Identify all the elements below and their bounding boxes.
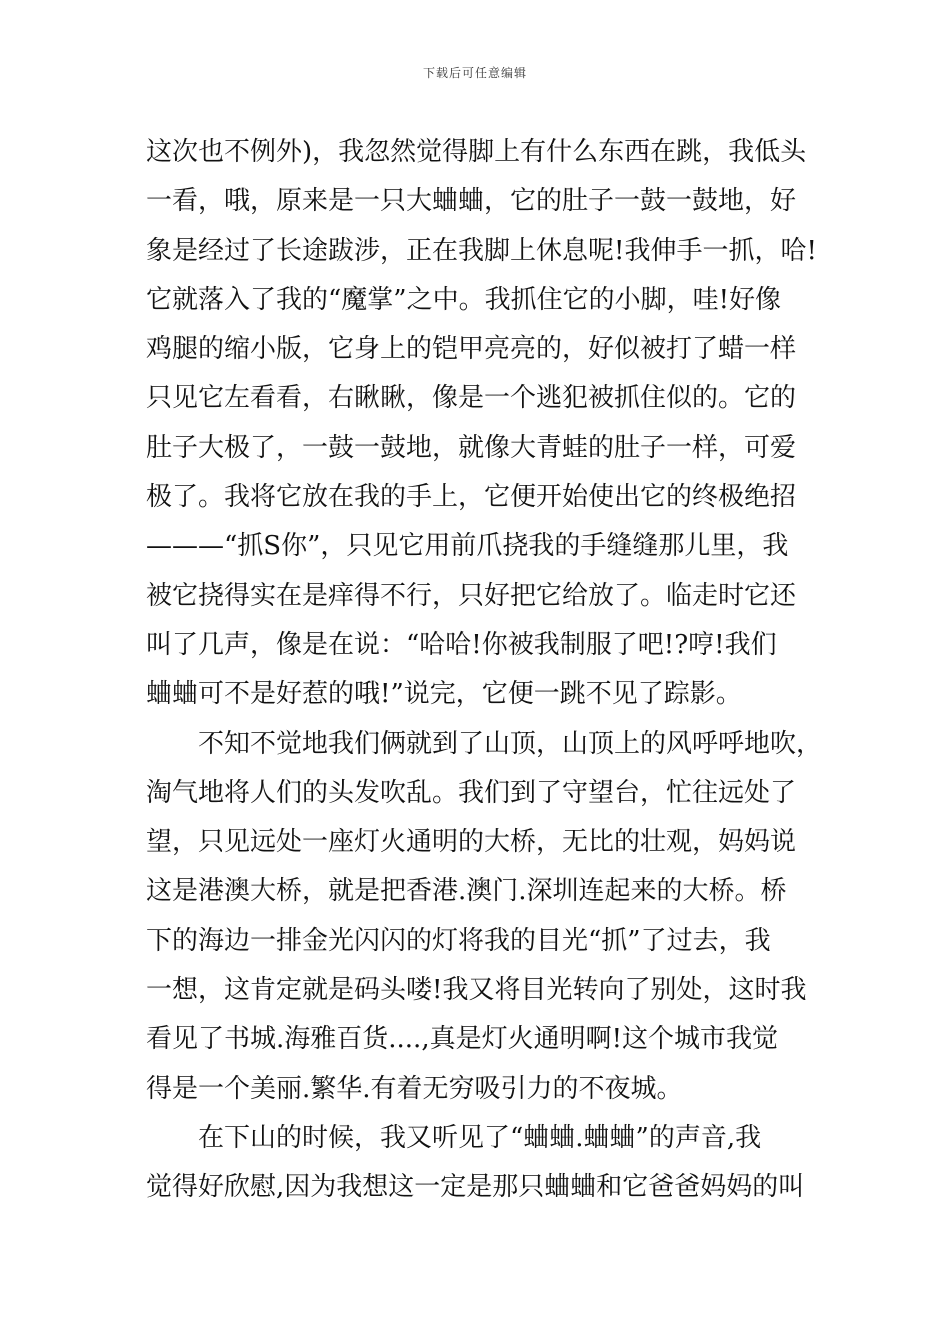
text-line: 淘气地将人们的头发吹乱。我们到了守望台，忙往远处了 (146, 777, 797, 808)
text-line: 得是一个美丽.繁华.有着无穷吸引力的不夜城。 (146, 1073, 683, 1104)
text-line: 一看，哦，原来是一只大蛐蛐，它的肚子一鼓一鼓地，好 (146, 186, 797, 217)
text-line: 看见了书城.海雅百货....,真是灯火通明啊!这个城市我觉 (146, 1024, 779, 1055)
text-line: 在下山的时候，我又听见了“蛐蛐.蛐蛐”的声音,我 (146, 1122, 762, 1153)
text-line: 下的海边一排金光闪闪的灯将我的目光“抓”了过去，我 (146, 925, 771, 956)
document-body (146, 128, 836, 1213)
text-line: 它就落入了我的“魔掌”之中。我抓住它的小脚，哇!好像 (146, 284, 782, 315)
text-line: 这次也不例外)，我忽然觉得脚上有什么东西在跳，我低头 (146, 137, 807, 167)
text-line: ———“抓S你”，只见它用前爪挠我的手缝缝那儿里，我 (146, 531, 789, 562)
text-line: 不知不觉地我们俩就到了山顶，山顶上的风呼呼地吹， (146, 728, 823, 759)
text-line: 叫了几声，像是在说：“哈哈!你被我制服了吧!?哼!我们 (146, 629, 777, 660)
text-line: 极了。我将它放在我的手上，它便开始使出它的终极绝招 (146, 482, 797, 513)
text-line: 被它挠得实在是痒得不行，只好把它给放了。临走时它还 (146, 580, 797, 611)
text-line: 只见它左看看，右瞅瞅，像是一个逃犯被抓住似的。它的 (146, 383, 797, 414)
text-line: 象是经过了长途跋涉，正在我脚上休息呢!我伸手一抓，哈! (146, 235, 817, 266)
page-header: 下载后可任意编辑 (422, 66, 527, 80)
text-line: 望，只见远处一座灯火通明的大桥，无比的壮观，妈妈说 (146, 827, 797, 858)
text-line: 肚子大极了，一鼓一鼓地，就像大青蛙的肚子一样，可爱 (146, 432, 797, 463)
text-line: 一想，这肯定就是码头喽!我又将目光转向了别处，这时我 (146, 975, 807, 1006)
text-line: 觉得好欣慰,因为我想这一定是那只蛐蛐和它爸爸妈妈的叫 (146, 1172, 805, 1203)
text-line: 鸡腿的缩小版，它身上的铠甲亮亮的，好似被打了蜡一样 (146, 334, 797, 365)
text-line: 这是港澳大桥，就是把香港.澳门.深圳连起来的大桥。桥 (146, 876, 787, 907)
text-line: 蛐蛐可不是好惹的哦!”说完，它便一跳不见了踪影。 (146, 679, 742, 710)
